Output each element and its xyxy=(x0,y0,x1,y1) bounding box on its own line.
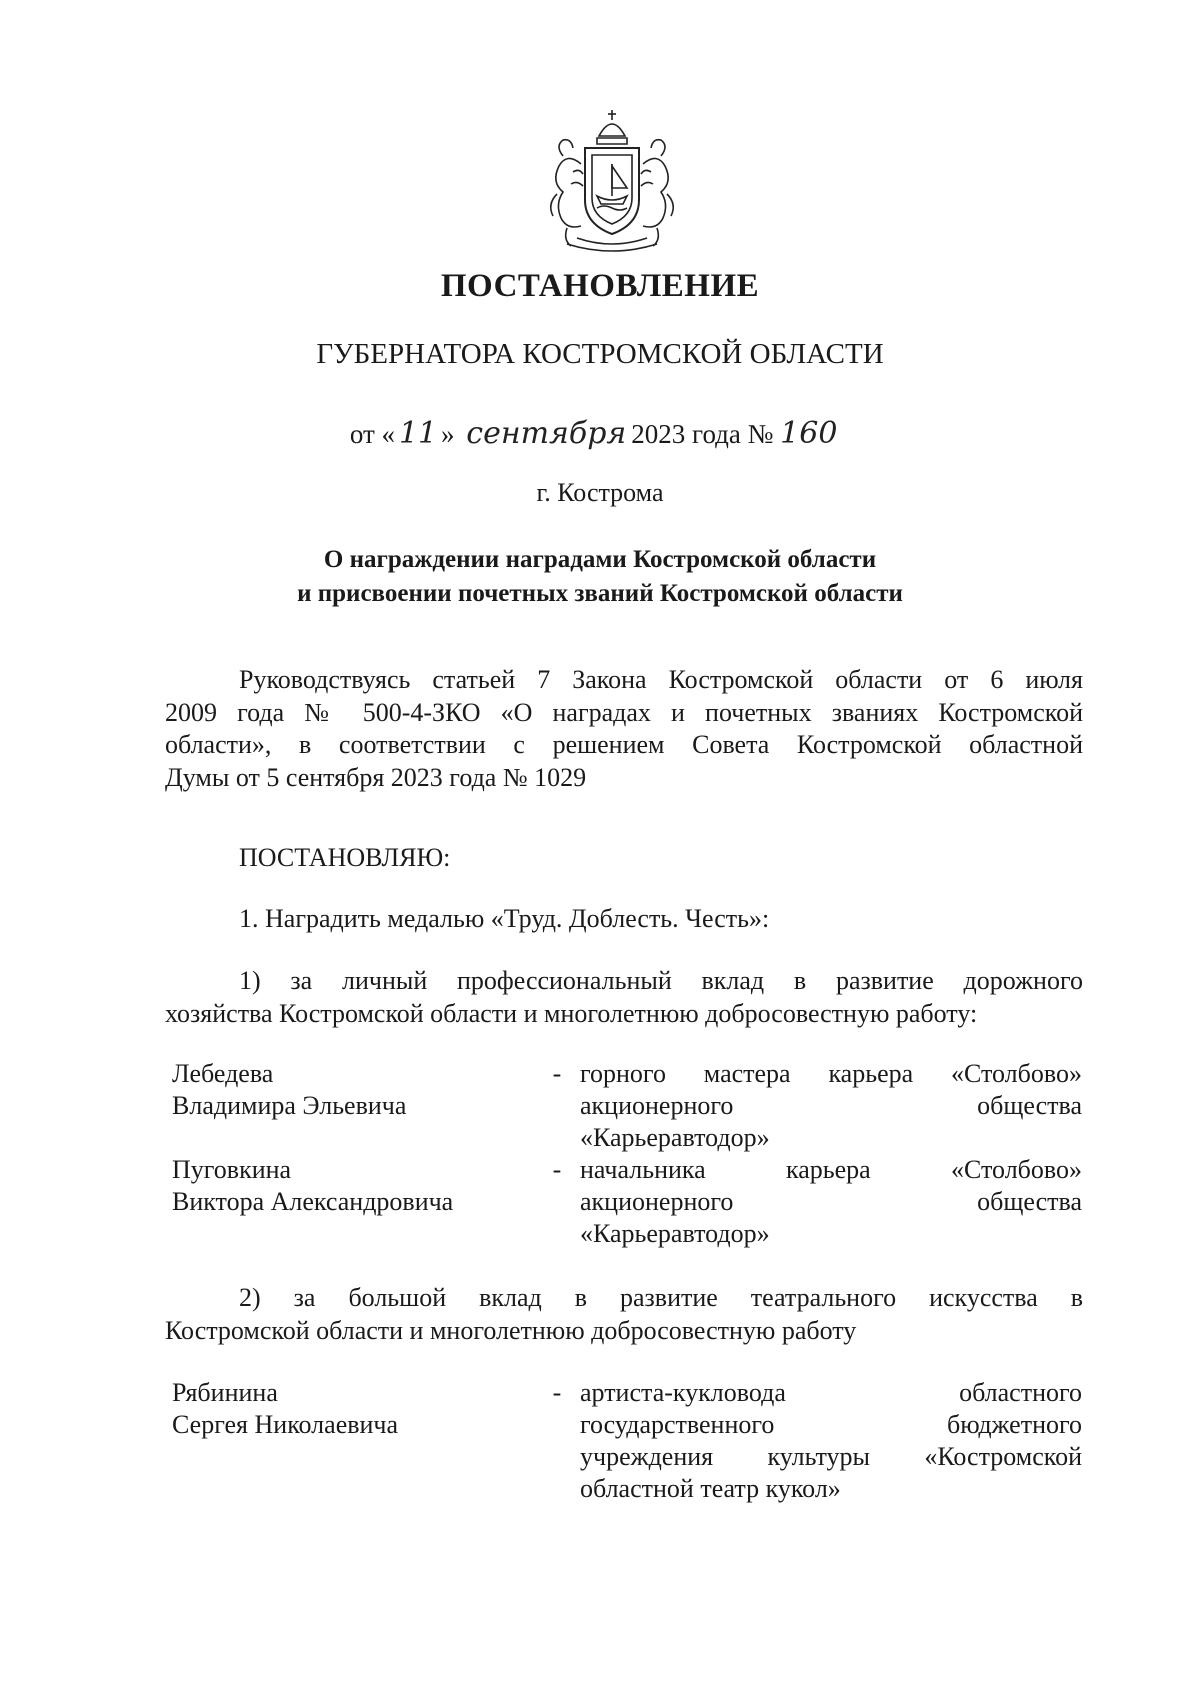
preamble-line: области», в соответствии с решением Совета Костромской областной xyxy=(165,730,1083,759)
subitem-line: хозяйства Костромской области и многолетнюю добросовестную работу: xyxy=(165,998,978,1028)
awardee-surname: Рябинина xyxy=(172,1378,278,1407)
awardee-row xyxy=(172,1058,1084,1158)
position-line: начальника карьера «Столбово» xyxy=(580,1155,1082,1184)
awardee-given-name: Сергея Николаевича xyxy=(172,1410,399,1439)
preamble-paragraph xyxy=(165,664,1083,794)
awardee-position xyxy=(580,1058,1082,1154)
position-line: государственного бюджетного xyxy=(580,1410,1082,1439)
awardee-surname: Лебедева xyxy=(172,1059,274,1088)
awardee-position xyxy=(580,1377,1082,1505)
preamble-line: Руководствуясь статьей 7 Закона Костромской области от 6 июля xyxy=(239,665,1083,694)
position-line: артиста-кукловода областного xyxy=(580,1378,1082,1407)
awardee-name xyxy=(172,1154,532,1218)
dash-separator: - xyxy=(552,1155,562,1184)
decree-text: ПОСТАНОВЛЯЮ: xyxy=(239,843,451,872)
position-line: «Карьеравтодор» xyxy=(580,1123,770,1152)
awardee-name xyxy=(172,1377,532,1441)
awardee-row xyxy=(172,1154,1084,1254)
document-title: ПОСТАНОВЛЕНИЕ xyxy=(440,268,760,304)
position-line: горного мастера карьера «Столбово» xyxy=(580,1059,1082,1088)
date-prefix: от « xyxy=(349,419,396,449)
document-issuer: ГУБЕРНАТОРА КОСТРОМСКОЙ ОБЛАСТИ xyxy=(316,338,884,370)
position-line: «Карьеравтодор» xyxy=(580,1219,770,1248)
item-1-text: 1. Наградить медалью «Труд. Доблесть. Честь»: xyxy=(239,904,770,933)
subitem-line: Костромской области и многолетнюю добросовестную работу xyxy=(165,1315,857,1345)
heading-line: О награждении наградами Костромской области xyxy=(323,546,877,573)
awardee-surname: Пуговкина xyxy=(172,1155,292,1184)
awardee-given-name: Виктора Александровича xyxy=(172,1187,454,1216)
awardee-name xyxy=(172,1058,532,1122)
coat-of-arms-emblem xyxy=(537,108,687,256)
subitem-line: 2) за большой вклад в развитие театрального искусства в xyxy=(239,1283,1083,1312)
document-number-handwritten: 160 xyxy=(780,416,838,451)
awardee-row xyxy=(172,1377,1084,1507)
date-year: 2023 года № xyxy=(631,419,774,449)
subitem-line: 1) за личный профессиональный вклад в развитие дорожного xyxy=(239,966,1083,995)
position-line: акционерного общества xyxy=(580,1187,1082,1216)
preamble-line: 2009 года № 500-4-ЗКО «О наградах и почетных званиях Костромской xyxy=(165,697,1083,727)
heading-line: и присвоении почетных званий Костромской области xyxy=(297,580,903,607)
decree-word xyxy=(165,842,1083,875)
preamble-line: Думы от 5 сентября 2023 года № 1029 xyxy=(165,762,587,792)
date-mid: » xyxy=(441,419,455,449)
document-heading xyxy=(0,543,1200,611)
position-line: акционерного общества xyxy=(580,1091,1082,1120)
awardee-given-name: Владимира Эльевича xyxy=(172,1091,407,1120)
subitem-2 xyxy=(165,1282,1083,1347)
item-1 xyxy=(165,903,1083,936)
position-line: учреждения культуры «Костромской xyxy=(580,1442,1082,1471)
document-city: г. Кострома xyxy=(536,478,664,507)
document-date-line xyxy=(0,416,1200,451)
dash-separator: - xyxy=(552,1059,562,1088)
dash-separator: - xyxy=(552,1378,562,1407)
position-line: областной театр кукол» xyxy=(580,1474,841,1503)
awardee-position xyxy=(580,1154,1082,1250)
subitem-1 xyxy=(165,965,1083,1030)
date-month-handwritten: сентября xyxy=(466,416,627,451)
date-day-handwritten: 11 xyxy=(398,416,438,451)
